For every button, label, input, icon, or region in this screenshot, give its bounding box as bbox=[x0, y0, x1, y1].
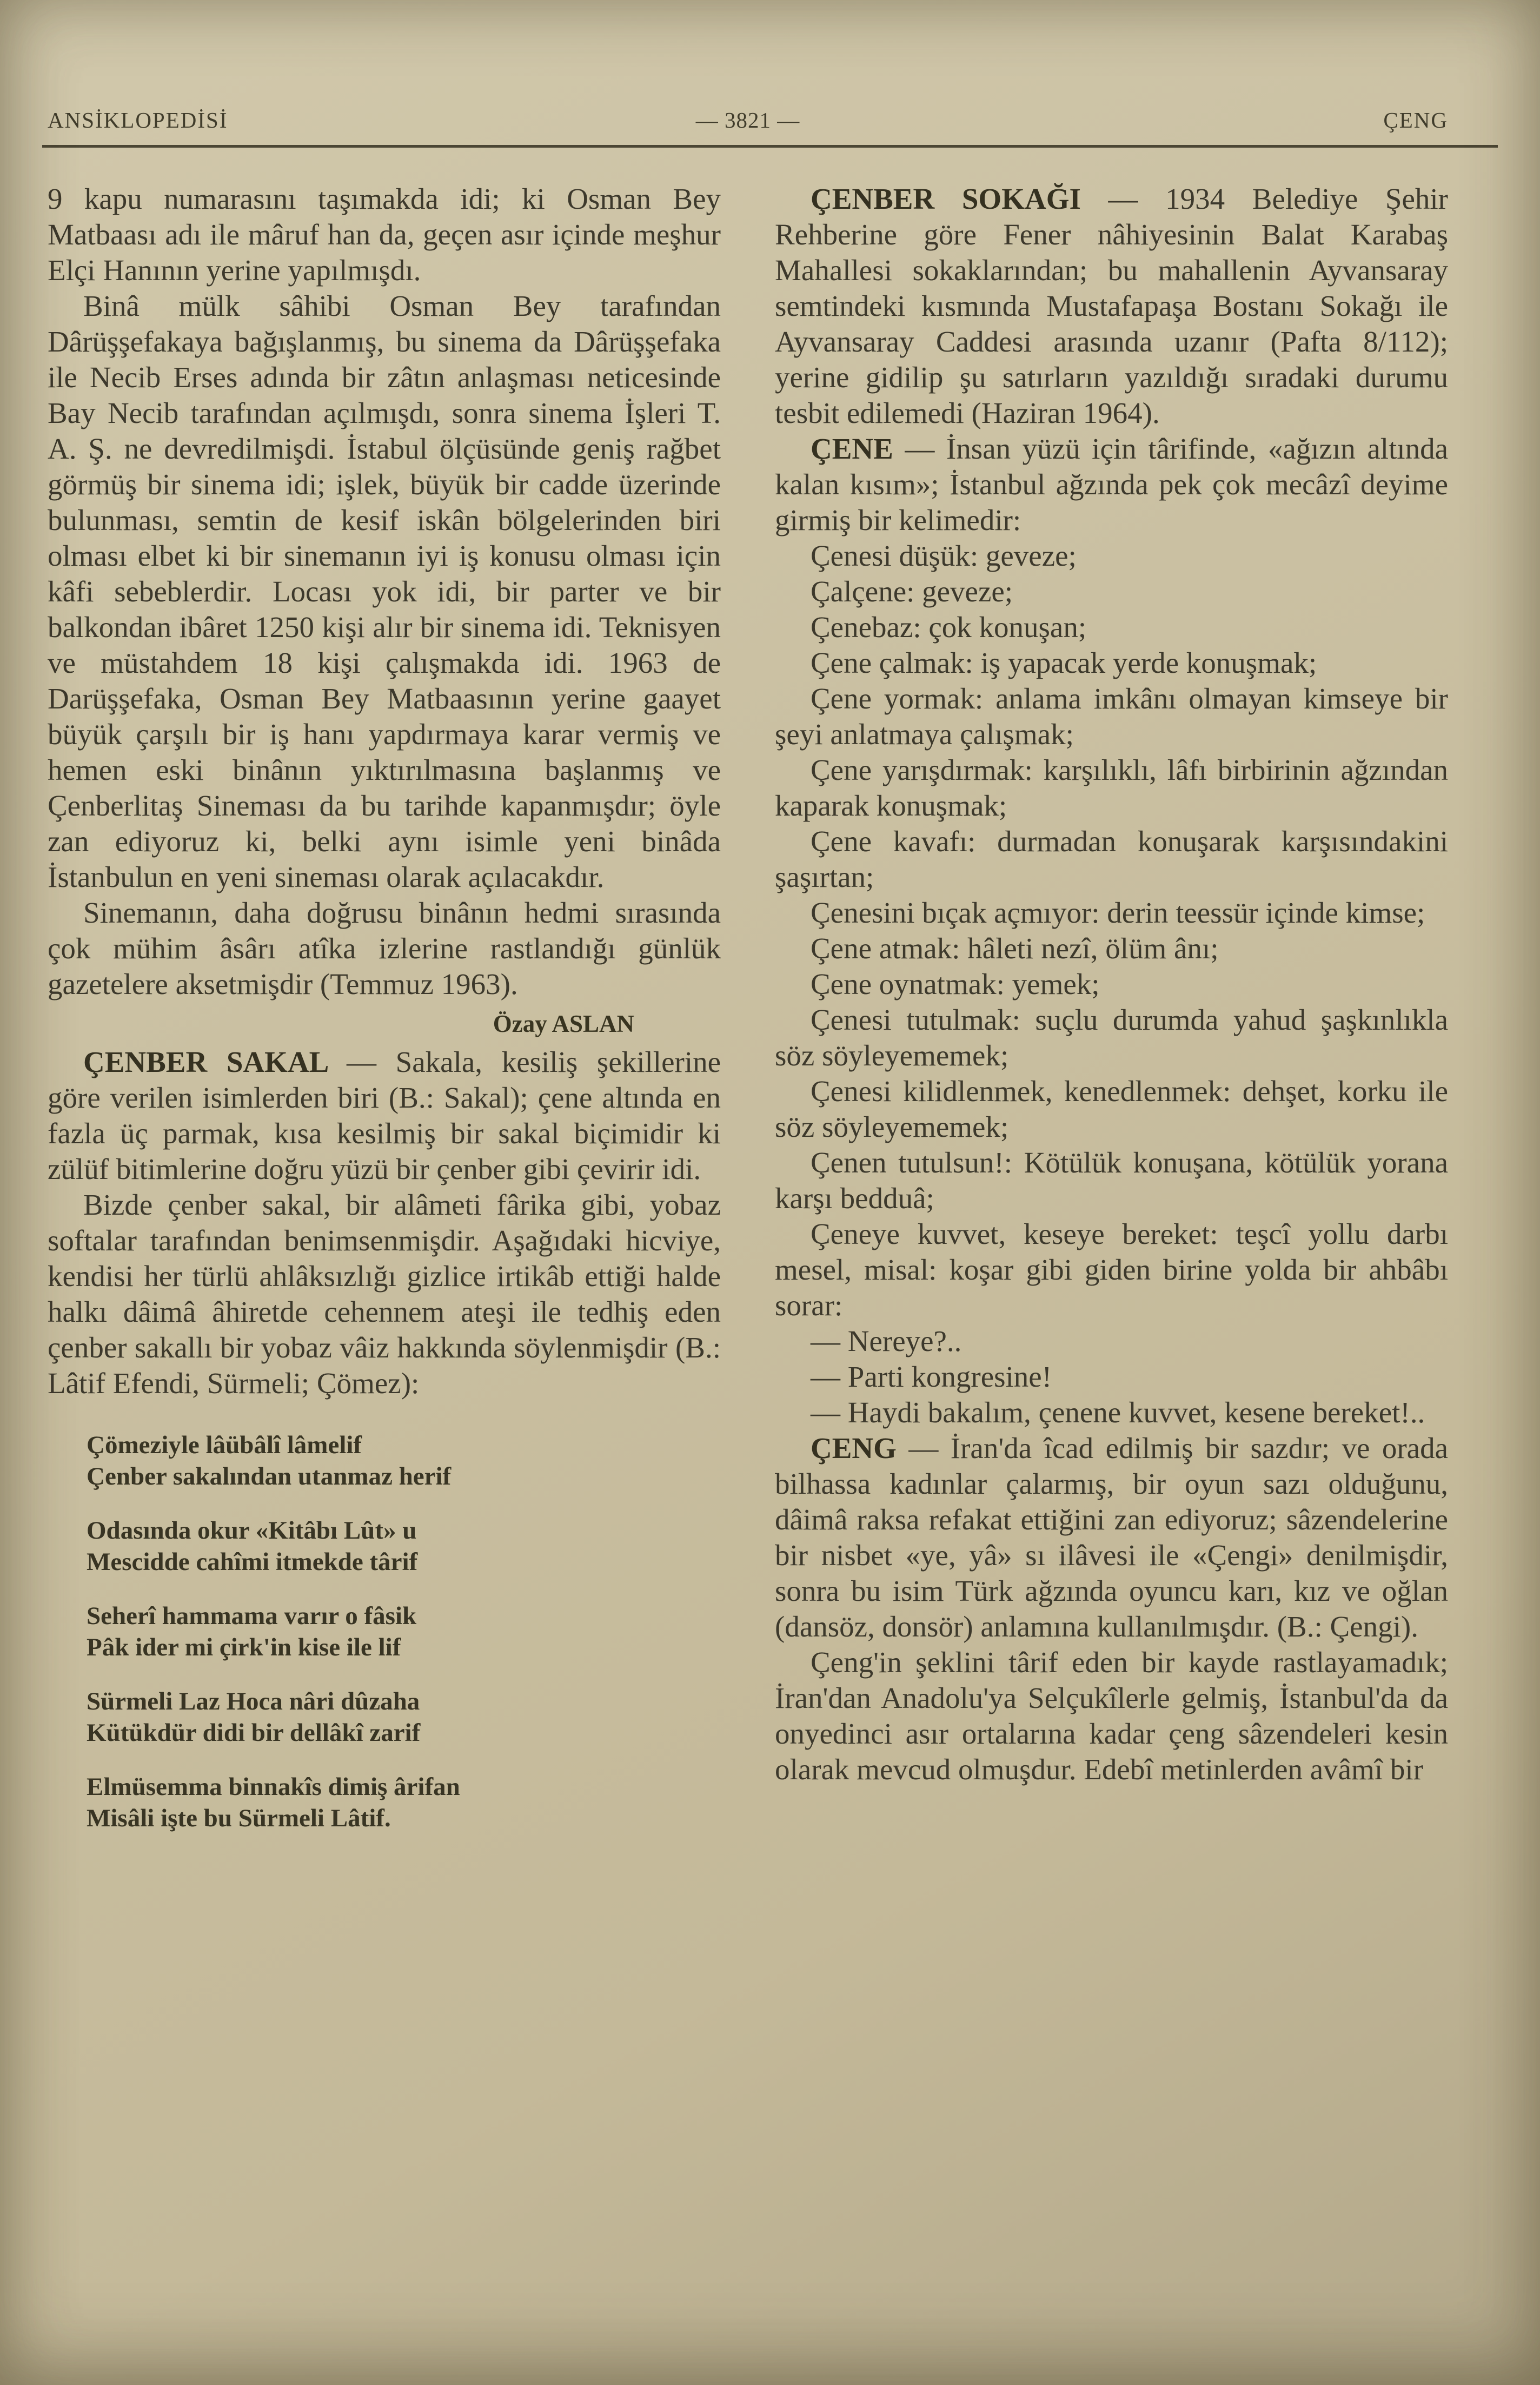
paragraph-text: Çene yormak: anlama imkânı olmayan kimseye bir şeyi anlatmaya çalışmak; bbox=[775, 682, 1448, 751]
definition-item bbox=[775, 824, 1448, 895]
verse-couplet bbox=[87, 1686, 721, 1748]
paragraph bbox=[48, 1187, 721, 1401]
header-encyclopedia-title: ANSİKLOPEDİSİ bbox=[48, 108, 228, 132]
paragraph-text: — 1934 Belediye Şehir Rehberine göre Fener nâhiyesinin Balat Karabaş Mahallesi sokaklarından; bu mahallenin Ayvansaray semtindeki kısmında Mustafapaşa Bostanı Sokağı ile Ayvansaray Caddesi arasında uzanır (Pafta 8/112); yerine gidilip şu satırların yazıldığı sıradaki durumu tesbit edilemedi (Haziran 1964). bbox=[775, 182, 1449, 429]
paragraph-text: — Sakala, kesiliş şekillerine göre verilen isimlerden biri (B.: Sakal); çene altında en fazla üç parmak, kısa kesilmiş bir sakal biçimidir ki zülüf bitimlerine doğru yüzü bir çenber gibi çevirir idi. bbox=[48, 1045, 721, 1185]
entry-term: ÇENG bbox=[811, 1432, 909, 1465]
dialogue-line bbox=[775, 1323, 1448, 1359]
verse-couplet bbox=[87, 1429, 721, 1492]
verse-couplet bbox=[87, 1515, 721, 1578]
paragraph-text: Çene yarışdırmak: karşılıklı, lâfı birbirinin ağzından kaparak konuşmak; bbox=[775, 753, 1448, 822]
definition-item bbox=[775, 681, 1448, 752]
paragraph-text: Çene oynatmak: yemek; bbox=[811, 968, 1100, 1001]
paragraph bbox=[775, 1645, 1448, 1787]
verse-line: Odasında okur «Kitâbı Lût» u bbox=[87, 1516, 417, 1545]
paragraph-text: Çenebaz: çok konuşan; bbox=[811, 611, 1087, 644]
verse-line: Kütükdür didi bir dellâkî zarif bbox=[87, 1719, 421, 1747]
entry-term: ÇENBER SOKAĞI bbox=[811, 182, 1108, 215]
verse-line: Mescidde cahîmi itmekde târif bbox=[87, 1548, 418, 1576]
paragraph-text: — Haydi bakalım, çenene kuvvet, kesene bereket!.. bbox=[811, 1396, 1425, 1429]
definition-item bbox=[775, 895, 1448, 931]
definition-item bbox=[775, 645, 1448, 681]
paragraph-text: Çenesi kilidlenmek, kenedlenmek: dehşet, korku ile söz söyleyememek; bbox=[775, 1075, 1448, 1143]
paragraph-text: 9 kapu numarasını taşımakda idi; ki Osman Bey Matbaası adı ile mâruf han da, geçen asır içinde meşhur Elçi Hanının yerine yapılmışdı. bbox=[48, 182, 721, 287]
paragraph-text: Çene kavafı: durmadan konuşarak karşısındakini şaşırtan; bbox=[775, 825, 1448, 893]
paragraph bbox=[48, 895, 721, 1002]
paragraph-text: Çenesi tutulmak: suçlu durumda yahud şaşkınlıkla söz söyleyememek; bbox=[775, 1003, 1448, 1072]
definition-item bbox=[775, 1002, 1448, 1074]
paragraph bbox=[48, 181, 721, 288]
paragraph-text: Binâ mülk sâhibi Osman Bey tarafından Dârüşşefakaya bağışlanmış, bu sinema da Dârüşşefaka ile Necib Erses adında bir zâtın anlaşması neticesinde Bay Necib tarafından açılmışdı, sonra sinema İşleri T. A. Ş. ne devredilmişdi. İstabul ölçüsünde geniş rağbet görmüş bir sinema idi; işlek, büyük bir cadde üzerinde bulunması, semtin de kesif iskân bölgelerinden biri olması elbet ki bir sinemanın iyi iş konusu olması için kâfi sebeblerdir. Locası yok idi, bir parter ve bir balkondan ibâret 1250 kişi alır bir sinema idi. Teknisyen ve müstahdem 18 kişi çalışmakda idi. 1963 de Darüşşefaka, Osman Bey Matbaasının yerine gaayet büyük çarşılı bir iş hanı yapdırmaya karar vermiş ve hemen eski binânın yıktırılmasına başlanmış ve Çenberlitaş Sineması da bu tarihde kapanmışdır; öyle zan ediyoruz ki, belki aynı isimle yeni binâda İstanbulun en yeni sineması olarak açılacakdır. bbox=[48, 289, 721, 893]
paragraph-text: — İnsan yüzü için târifinde, «ağızın altında kalan kısım»; İstanbul ağzında pek çok mecâzî deyime girmiş bir kelimedir: bbox=[775, 432, 1448, 536]
definition-item bbox=[775, 574, 1448, 610]
left-column bbox=[48, 181, 721, 1857]
paragraph-text: Çeneye kuvvet, keseye bereket: teşcî yollu darbı mesel, misal: koşar gibi giden birine yolda bir ahbâbı sorar: bbox=[775, 1217, 1448, 1322]
paragraph-text: — İran'da îcad edilmiş bir sazdır; ve orada bilhassa kadınlar çalarmış, bir oyun sazı olduğunu, dâimâ raksa refakat ettiğini zan ediyoruz; sâzendelerine bir nisbet «ye, yâ» sı ilâvesi ile «Çengi» denilmişdir, sonra bu isim Türk ağzında oyuncu karı, kız ve oğlan (dansöz, donsör) anlamına kullanılmışdır. (B.: Çengi). bbox=[775, 1432, 1448, 1643]
paragraph-text: — Nereye?.. bbox=[811, 1324, 962, 1357]
paragraph-text: Sinemanın, daha doğrusu binânın hedmi sırasında çok mühim âsârı atîka izlerine rastlandığı günlük gazetelere aksetmişdir (Temmuz 1963). bbox=[48, 896, 721, 1001]
verse-couplet bbox=[87, 1600, 721, 1663]
paragraph-text: Çene atmak: hâleti nezî, ölüm ânı; bbox=[811, 932, 1219, 965]
definition-item bbox=[775, 931, 1448, 966]
definition-item bbox=[775, 1216, 1448, 1323]
definition-item bbox=[775, 1074, 1448, 1145]
entry-paragraph bbox=[775, 431, 1448, 538]
paragraph bbox=[48, 288, 721, 895]
definition-item bbox=[775, 1145, 1448, 1216]
author-byline: Özay ASLAN bbox=[493, 1010, 634, 1037]
dialogue-line bbox=[775, 1395, 1448, 1430]
verse-line: Seherî hammama varır o fâsik bbox=[87, 1602, 417, 1630]
definition-item bbox=[775, 752, 1448, 824]
definition-item bbox=[775, 610, 1448, 645]
paragraph-text: Çenesini bıçak açmıyor: derin teessür içinde kimse; bbox=[811, 896, 1425, 929]
header-page-number: — 3821 — bbox=[695, 108, 800, 132]
verse-line: Çömeziyle lâübâlî lâmelif bbox=[87, 1431, 362, 1459]
right-column bbox=[775, 181, 1448, 1857]
definition-item bbox=[775, 538, 1448, 574]
paragraph-text: Çenesi düşük: geveze; bbox=[811, 539, 1077, 572]
verse-line: Elmüsemma binnakîs dimiş ârifan bbox=[87, 1773, 460, 1801]
verse-line: Pâk ider mi çirk'in kise ile lif bbox=[87, 1633, 401, 1661]
page-header bbox=[0, 0, 1540, 133]
verse-line: Çenber sakalından utanmaz herif bbox=[87, 1462, 452, 1490]
verse-line: Misâli işte bu Sürmeli Lâtif. bbox=[87, 1804, 391, 1832]
satirical-verse-block bbox=[87, 1429, 721, 1834]
definition-item bbox=[775, 966, 1448, 1002]
paragraph-text: Bizde çenber sakal, bir alâmeti fârika gibi, yobaz softalar tarafından benimsenmişdir. Aşağıdaki hicviye, kendisi her türlü ahlâksızlığı gizlice irtikâb ettiği halde halkı dâimâ âhiretde cehennem ateşi ile tedhiş eden çenber sakallı bir yobaz vâiz hakkında söylenmişdir (B.: Lâtif Efendi, Sürmeli; Çömez): bbox=[48, 1188, 721, 1400]
header-entry-word: ÇENG bbox=[1383, 108, 1448, 132]
paragraph-text: Çenen tutulsun!: Kötülük konuşana, kötülük yorana karşı bedduâ; bbox=[775, 1146, 1448, 1215]
paragraph-text: — Parti kongresine! bbox=[811, 1360, 1052, 1393]
entry-term: ÇENE bbox=[811, 432, 905, 465]
entry-paragraph bbox=[775, 181, 1448, 431]
entry-paragraph bbox=[48, 1044, 721, 1187]
paragraph-text: Çene çalmak: iş yapacak yerde konuşmak; bbox=[811, 646, 1317, 679]
verse-line: Sürmeli Laz Hoca nâri dûzaha bbox=[87, 1687, 420, 1715]
paragraph-text: Çalçene: geveze; bbox=[811, 575, 1013, 608]
entry-paragraph bbox=[775, 1430, 1448, 1645]
entry-term: ÇENBER SAKAL bbox=[83, 1045, 347, 1078]
dialogue-line bbox=[775, 1359, 1448, 1395]
page-content bbox=[0, 148, 1540, 1857]
verse-couplet bbox=[87, 1771, 721, 1834]
paragraph-text: Çeng'in şeklini târif eden bir kayde rastlayamadık; İran'dan Anadolu'ya Selçukîlerle gelmiş, İstanbul'da da onyedinci asır ortalarına kadar çeng sâzendeleri kesin olarak mevcud olmuşdur. Edebî metinlerden avâmî bir bbox=[775, 1646, 1448, 1786]
